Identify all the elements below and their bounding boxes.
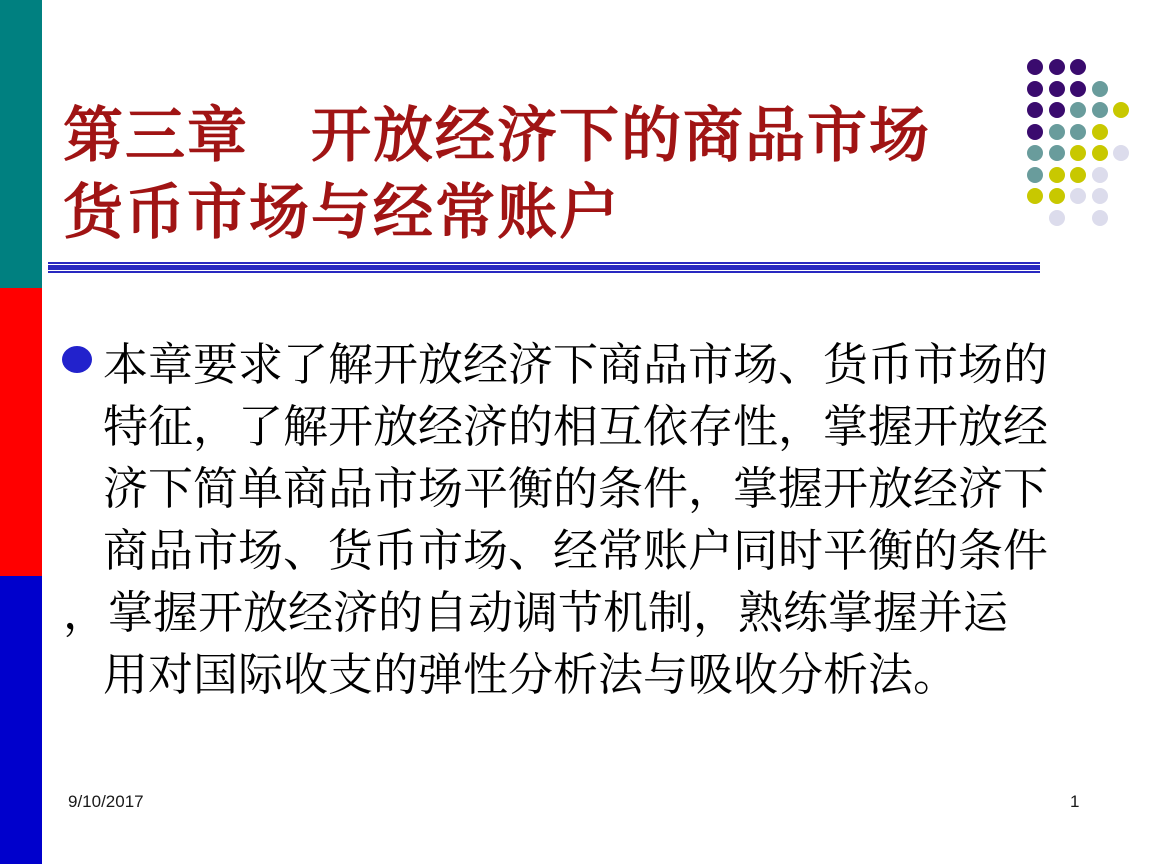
body-line: 用对国际收支的弹性分析法与吸收分析法。 xyxy=(103,648,959,701)
dot-decoration-circle xyxy=(1070,145,1086,161)
dot-decoration-circle xyxy=(1049,81,1065,97)
dot-decoration-circle xyxy=(1092,145,1108,161)
dot-decoration-circle xyxy=(1049,145,1065,161)
left-bar-blue-segment xyxy=(0,576,42,864)
footer-page-number: 1 xyxy=(1070,792,1080,811)
dot-decoration-circle xyxy=(1092,167,1108,183)
dot-decoration-circle xyxy=(1049,167,1065,183)
dot-decoration-circle xyxy=(1070,124,1086,140)
dot-decoration-circle xyxy=(1049,102,1065,118)
dot-decoration-circle xyxy=(1049,210,1065,226)
body-line: 济下简单商品市场平衡的条件，掌握开放经济下 xyxy=(103,462,1049,515)
body-line: 商品市场、货币市场、经常账户同时平衡的条件 xyxy=(103,524,1049,577)
body-line: 特征，了解开放经济的相互依存性，掌握开放经 xyxy=(103,400,1049,453)
dots-decoration xyxy=(1027,59,1139,234)
bullet-circle-icon xyxy=(62,346,92,373)
divider-thick-line xyxy=(48,265,1040,270)
dot-decoration-circle xyxy=(1092,210,1108,226)
dot-decoration-circle xyxy=(1049,124,1065,140)
dot-decoration-circle xyxy=(1113,145,1129,161)
divider-thin-line-bottom xyxy=(48,271,1040,273)
dot-decoration-circle xyxy=(1113,102,1129,118)
dot-decoration-circle xyxy=(1070,188,1086,204)
dot-decoration-circle xyxy=(1049,188,1065,204)
body-line: ，掌握开放经济的自动调节机制，熟练掌握并运 xyxy=(63,586,1009,639)
title-divider-rule xyxy=(48,262,1040,273)
left-bar-red-segment xyxy=(0,288,42,576)
divider-thin-line-top xyxy=(48,262,1040,264)
slide-title xyxy=(63,98,1023,252)
footer-date: 9/10/2017 xyxy=(68,792,144,811)
body-line: 本章要求了解开放经济下商品市场、货币市场的 xyxy=(103,338,1049,391)
dot-decoration-circle xyxy=(1070,167,1086,183)
left-bar-teal-segment xyxy=(0,0,42,288)
dot-decoration-circle xyxy=(1092,124,1108,140)
slide-title-line-2: 货币市场与经常账户 xyxy=(63,178,621,248)
dot-decoration-circle xyxy=(1027,81,1043,97)
slide-title-line-1: 第三章 开放经济下的商品市场 xyxy=(63,101,931,171)
dot-decoration-circle xyxy=(1027,167,1043,183)
dot-decoration-circle xyxy=(1027,145,1043,161)
dot-decoration-circle xyxy=(1070,102,1086,118)
dot-decoration-circle xyxy=(1049,59,1065,75)
body-paragraph xyxy=(63,334,1072,706)
dot-decoration-circle xyxy=(1092,188,1108,204)
dot-decoration-circle xyxy=(1070,81,1086,97)
dot-decoration-circle xyxy=(1027,102,1043,118)
dot-decoration-circle xyxy=(1027,59,1043,75)
body-text-block xyxy=(62,334,1072,706)
dot-decoration-circle xyxy=(1092,81,1108,97)
dot-decoration-circle xyxy=(1092,102,1108,118)
dot-decoration-circle xyxy=(1027,124,1043,140)
dot-decoration-circle xyxy=(1070,59,1086,75)
dot-decoration-circle xyxy=(1027,188,1043,204)
left-color-bar xyxy=(0,0,42,864)
